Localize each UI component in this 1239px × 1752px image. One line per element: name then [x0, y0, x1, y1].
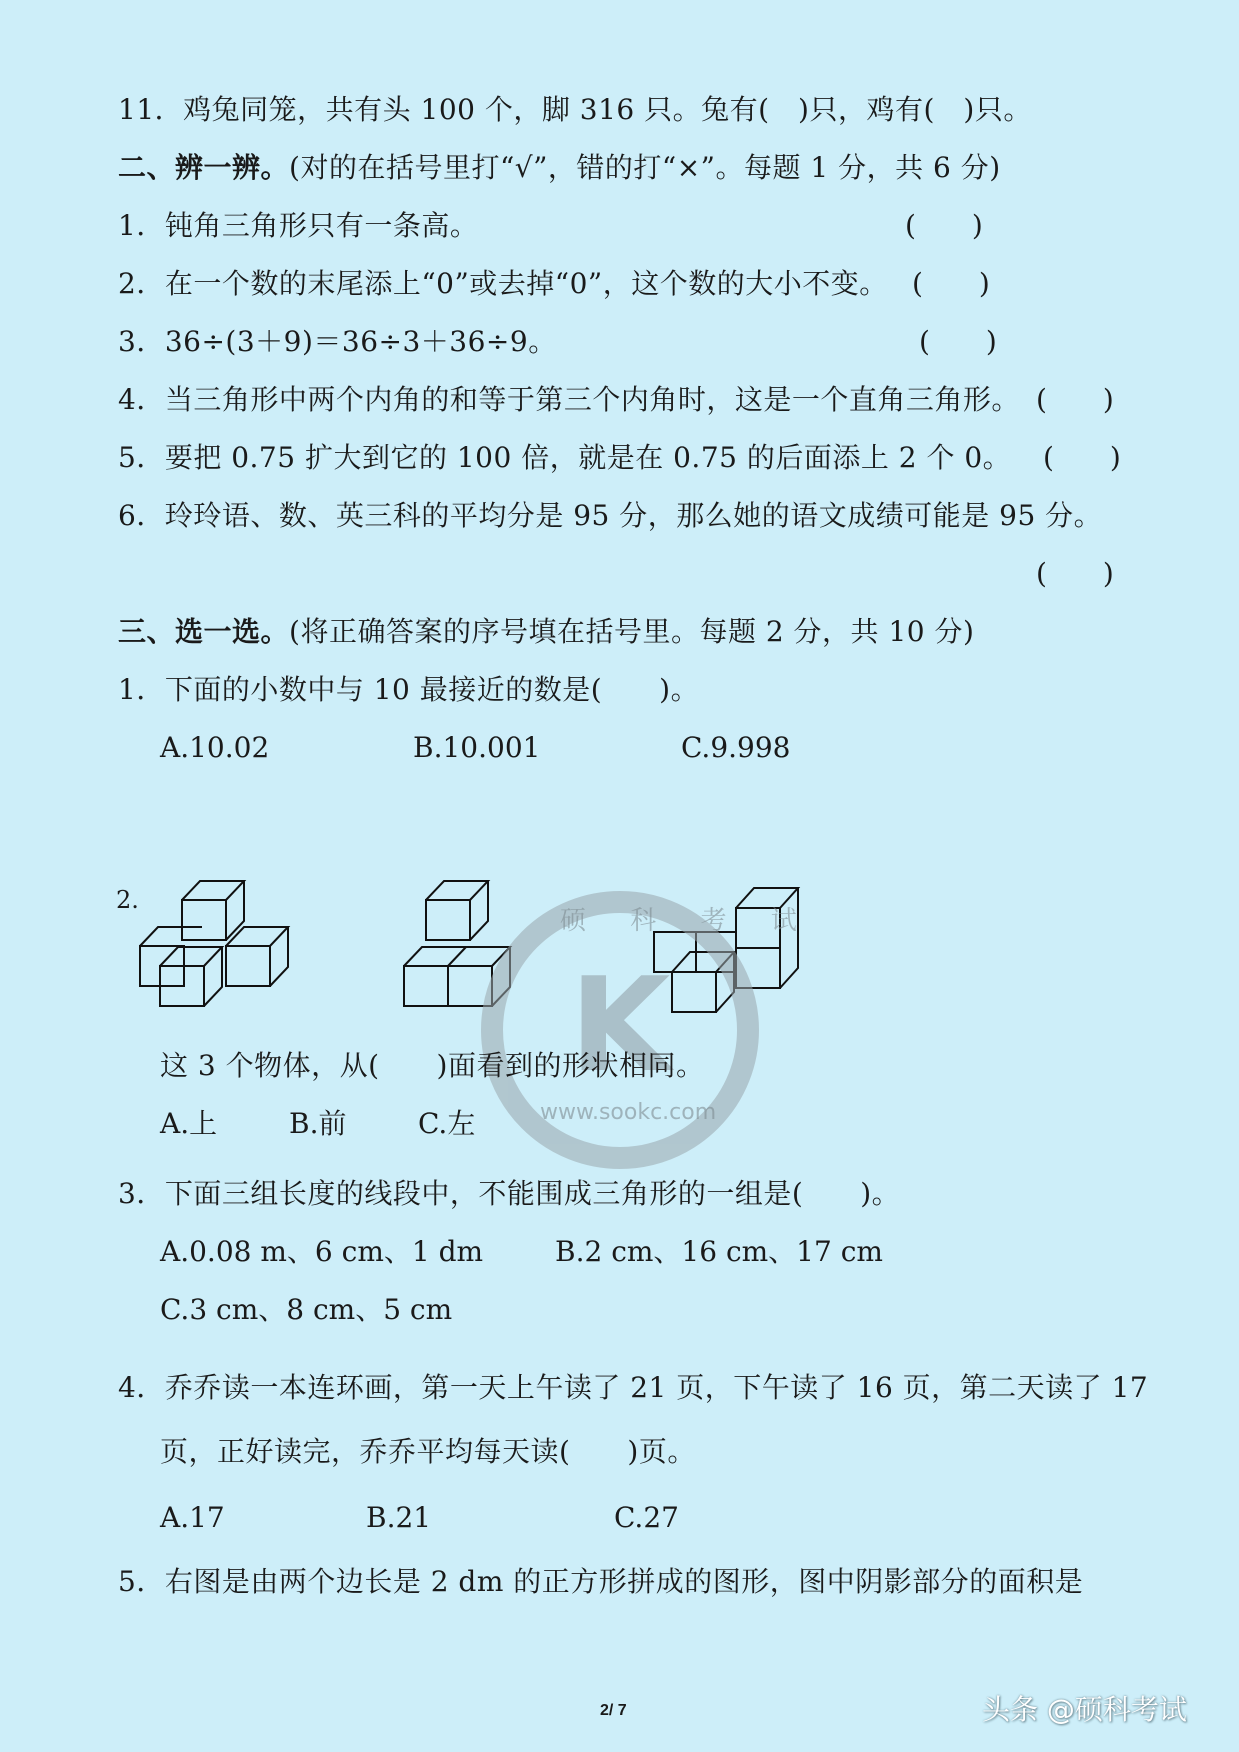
watermark-top-text: 硕 科 考 试: [560, 906, 815, 936]
svg-text:K: K: [569, 949, 671, 1101]
judge-question-5: 5．要把 0.75 扩大到它的 100 倍，就是在 0.75 的后面添上 2 个 0。: [118, 441, 1012, 474]
choice-question-2-text: 这 3 个物体，从( )面看到的形状相同。: [160, 1049, 705, 1082]
choice-question-4-line-2: 页，正好读完，乔乔平均每天读( )页。: [160, 1435, 696, 1468]
cube-figure-1: [130, 875, 300, 1015]
judge-question-3: 3．36÷(3＋9)＝36÷3＋36÷9。: [118, 325, 557, 358]
choice-3-option-a: A.0.08 m、6 cm、1 dm: [160, 1235, 484, 1268]
choice-3-option-b: B.2 cm、16 cm、17 cm: [555, 1235, 883, 1268]
section-3-instructions: (将正确答案的序号填在括号里。每题 2 分，共 10 分): [289, 615, 975, 648]
answer-blank-j5[interactable]: ( ): [1043, 441, 1121, 474]
toutiao-brand-watermark: 头条 @硕科考试: [982, 1693, 1187, 1726]
section-2-instructions: (对的在括号里打“√”，错的打“×”。每题 1 分，共 6 分): [289, 151, 1001, 184]
answer-blank-j4[interactable]: ( ): [1036, 383, 1114, 416]
judge-question-2: 2．在一个数的末尾添上“0”或去掉“0”，这个数的大小不变。: [118, 267, 888, 300]
choice-4-option-c: C.27: [614, 1501, 679, 1534]
answer-blank-j2[interactable]: ( ): [912, 267, 990, 300]
choice-question-3: 3．下面三组长度的线段中，不能围成三角形的一组是( )。: [118, 1177, 901, 1210]
choice-question-5: 5．右图是由两个边长是 2 dm 的正方形拼成的图形，图中阴影部分的面积是: [118, 1565, 1084, 1598]
choice-2-option-a: A.上: [160, 1107, 218, 1140]
choice-question-2-number: 2.: [116, 886, 139, 914]
choice-4-option-b: B.21: [366, 1501, 432, 1534]
choice-1-option-c: C.9.998: [681, 731, 791, 764]
choice-3-option-c: C.3 cm、8 cm、5 cm: [160, 1293, 453, 1326]
answer-blank-j6[interactable]: ( ): [1036, 557, 1114, 590]
judge-question-1: 1．钝角三角形只有一条高。: [118, 209, 479, 242]
answer-blank-j1[interactable]: ( ): [905, 209, 983, 242]
section-3-title: 三、选一选。: [118, 615, 290, 648]
choice-2-option-b: B.前: [289, 1107, 347, 1140]
question-11: 11．鸡兔同笼，共有头 100 个，脚 316 只。兔有( )只，鸡有( )只。: [118, 93, 1032, 126]
choice-1-option-b: B.10.001: [413, 731, 541, 764]
section-3-heading: [118, 612, 974, 652]
page-number: 2/ 7: [600, 1702, 627, 1719]
cube-figure-2: [398, 875, 548, 1015]
choice-question-1: 1．下面的小数中与 10 最接近的数是( )。: [118, 673, 700, 706]
section-2-heading: [118, 148, 1001, 188]
judge-question-4: 4．当三角形中两个内角的和等于第三个内角时，这是一个直角三角形。: [118, 383, 1020, 416]
watermark-url: www.sookc.com: [540, 1100, 717, 1125]
choice-4-option-a: A.17: [160, 1501, 225, 1534]
judge-question-6: 6．玲玲语、数、英三科的平均分是 95 分，那么她的语文成绩可能是 95 分。: [118, 499, 1103, 532]
choice-question-4-line-1: 4．乔乔读一本连环画，第一天上午读了 21 页，下午读了 16 页，第二天读了 17: [118, 1371, 1149, 1404]
choice-1-option-a: A.10.02: [160, 731, 270, 764]
section-2-title: 二、辨一辨。: [118, 151, 290, 184]
answer-blank-j3[interactable]: ( ): [919, 325, 997, 358]
choice-2-option-c: C.左: [418, 1107, 476, 1140]
